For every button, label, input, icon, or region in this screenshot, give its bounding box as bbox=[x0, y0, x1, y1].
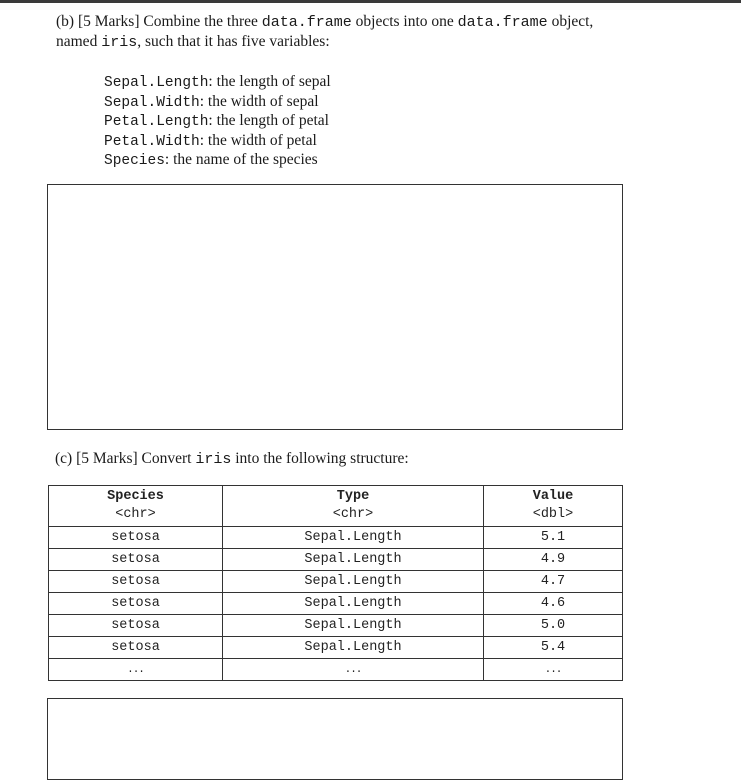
ellipsis-cell: ... bbox=[484, 659, 623, 681]
cell-value: 5.1 bbox=[484, 527, 623, 549]
cell-species: setosa bbox=[49, 527, 223, 549]
variable-description: : the length of sepal bbox=[208, 73, 331, 90]
variable-description: : the width of petal bbox=[199, 131, 317, 149]
table-row bbox=[49, 571, 623, 593]
cell-value: 5.4 bbox=[484, 637, 623, 659]
header-value: Value <dbl> bbox=[484, 486, 623, 527]
variable-code: Petal.Width bbox=[104, 133, 200, 150]
table-ellipsis-row bbox=[49, 659, 623, 681]
variable-description: : the width of sepal bbox=[199, 92, 319, 110]
variable-description: : the name of the species bbox=[164, 151, 318, 168]
table-header-row bbox=[49, 486, 623, 527]
cell-species: setosa bbox=[49, 615, 223, 637]
table-row bbox=[49, 637, 623, 659]
cell-value: 4.7 bbox=[484, 571, 623, 593]
cell-type: Sepal.Length bbox=[223, 593, 484, 615]
cell-type: Sepal.Length bbox=[223, 637, 484, 659]
answer-box-c[interactable] bbox=[47, 698, 623, 780]
cell-value: 4.9 bbox=[484, 549, 623, 571]
cell-species: setosa bbox=[49, 637, 223, 659]
header-species: Species <chr> bbox=[49, 486, 223, 527]
variable-description: : the length of petal bbox=[208, 112, 329, 129]
structure-table bbox=[48, 485, 623, 681]
ellipsis-cell: ... bbox=[49, 659, 223, 681]
variable-code: Petal.Length bbox=[104, 114, 209, 130]
cell-type: Sepal.Length bbox=[223, 527, 484, 549]
table-row bbox=[49, 549, 623, 571]
cell-species: setosa bbox=[49, 571, 223, 593]
answer-box-b[interactable] bbox=[47, 184, 623, 430]
header-type: Type <chr> bbox=[223, 486, 484, 527]
variable-code: Species bbox=[104, 153, 165, 169]
table-row bbox=[49, 615, 623, 637]
variable-code: Sepal.Width bbox=[104, 94, 200, 111]
cell-value: 4.6 bbox=[484, 593, 623, 615]
cell-species: setosa bbox=[49, 549, 223, 571]
part-b-instruction-line2: named iris, such that it has five variables: bbox=[56, 33, 330, 51]
cell-value: 5.0 bbox=[484, 615, 623, 637]
ellipsis-cell: ... bbox=[223, 659, 484, 681]
variable-code: Sepal.Length bbox=[104, 75, 209, 91]
part-c-instruction: (c) [5 Marks] Convert iris into the following structure: bbox=[55, 450, 409, 468]
cell-type: Sepal.Length bbox=[223, 549, 484, 571]
cell-species: setosa bbox=[49, 593, 223, 615]
cell-type: Sepal.Length bbox=[223, 571, 484, 593]
cell-type: Sepal.Length bbox=[223, 615, 484, 637]
top-rule bbox=[0, 0, 741, 3]
table-row bbox=[49, 527, 623, 549]
table-row bbox=[49, 593, 623, 615]
part-b-instruction-line1: (b) [5 Marks] Combine the three data.frame objects into one data.frame object, bbox=[56, 13, 594, 31]
